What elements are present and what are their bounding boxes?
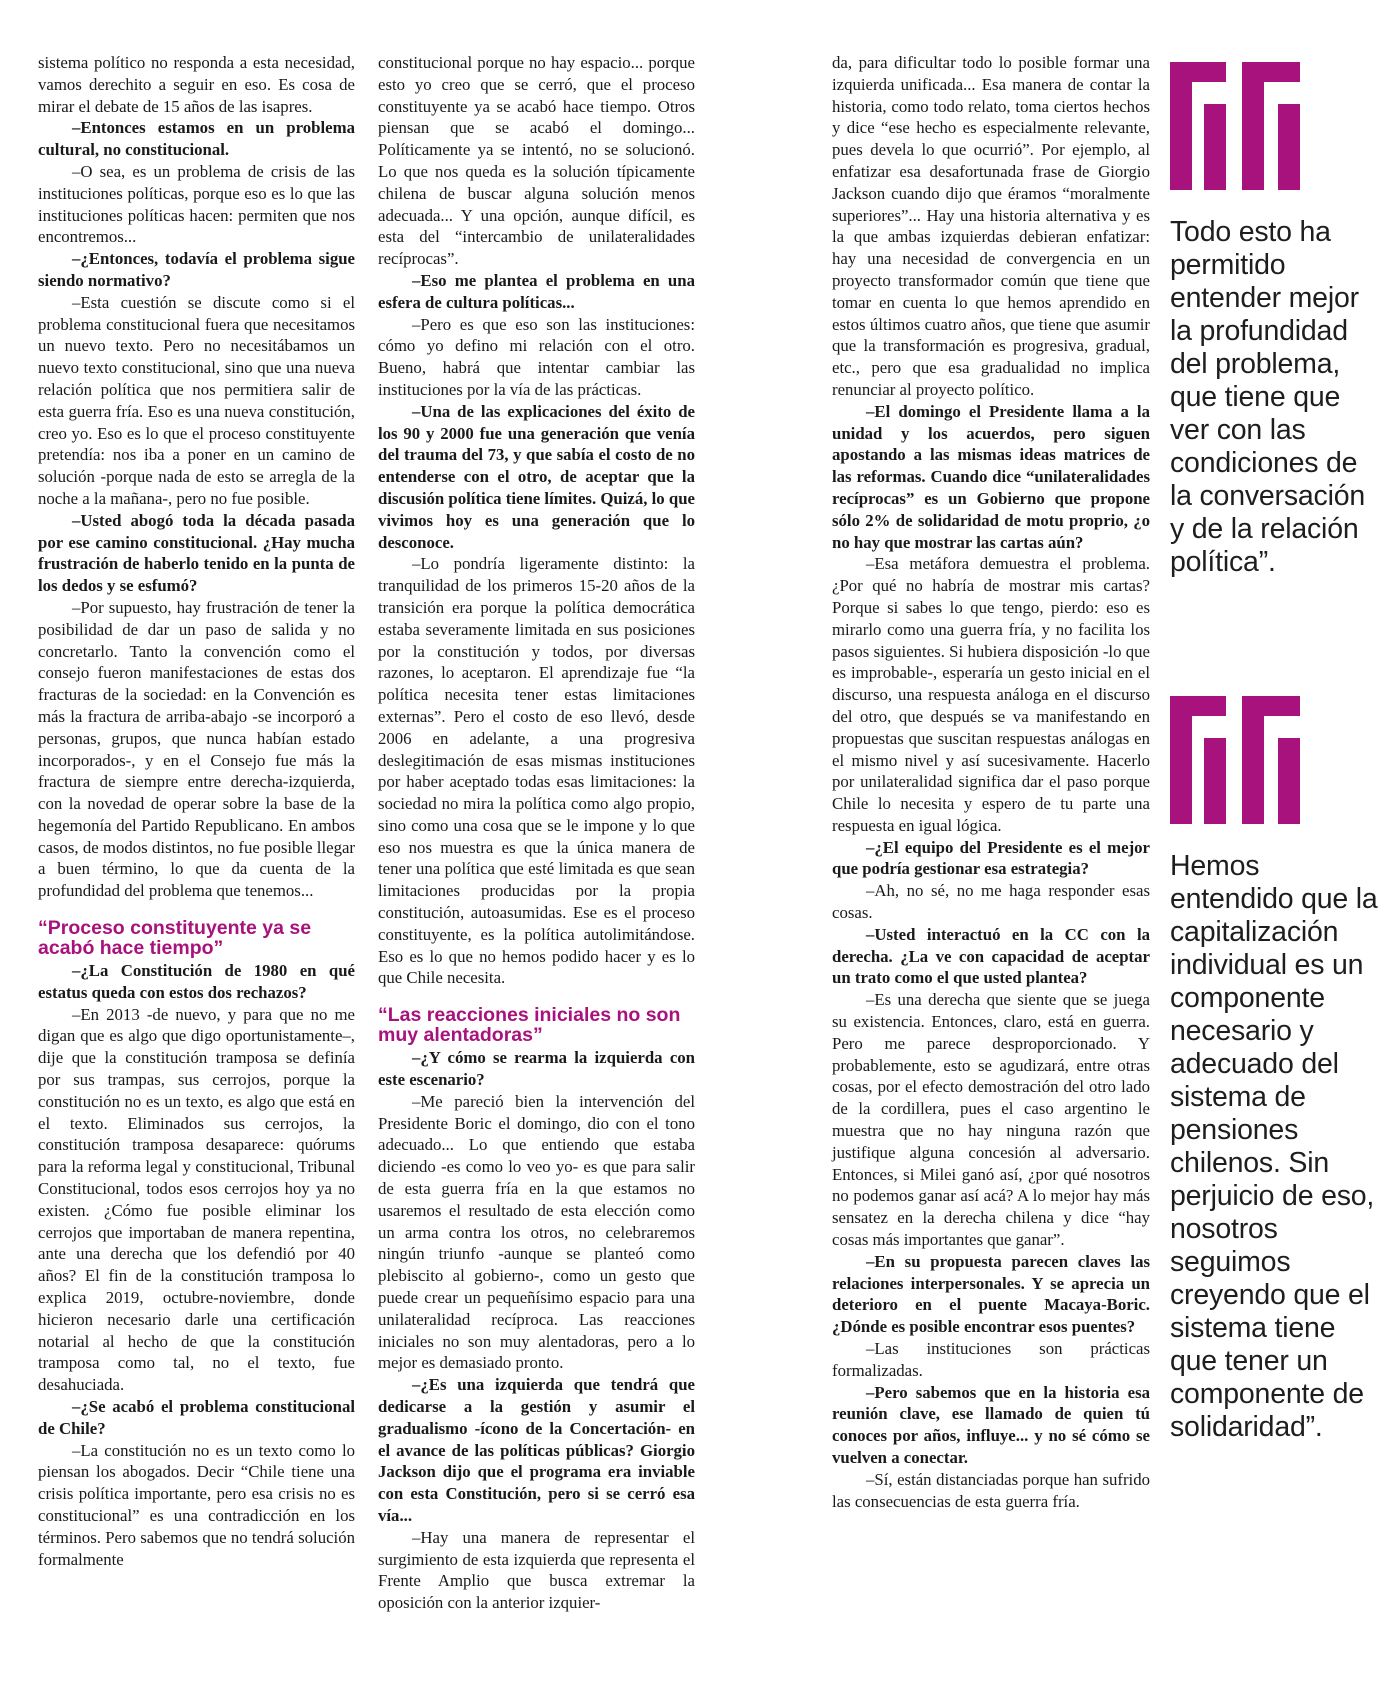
interview-answer: –Lo pondría ligeramente distinto: la tranquilidad de los primeros 15-20 años de la transición era porque la política democrática estaba severamente limitada en sus posiciones por la constitución y todos, por diversas razones, lo aceptaron. El aprendizaje fue “la política necesita tener estas limitaciones externas”. Pero el costo de eso llevó, desde 2006 en adelante, a una progresiva deslegitimación de esas mismas instituciones por haber aceptado todas esas limitaciones: la sociedad no mira la política como algo propio, sino como una cosa que se le impone y lo que eso nos muestra es que la única manera de tener una política que esté limitada es que sean limitaciones producidas por la propia constitución, autoasumidas. Ese es el proceso constituyente, es la política autolimitándose. Eso es lo que no hemos podido hacer y es lo que Chile necesita. [378,554,695,988]
interview-question: –Pero sabemos que en la historia esa reunión clave, ese llamado de quien tú conoces por años, influye... y no sé cómo se vuelven a conectar. [832,1382,1150,1467]
continued-paragraph: da, para dificultar todo lo posible formar una izquierda unificada... Esa manera de contar la historia, como todo relato, toma ciertos hechos y dice “ese hecho es especialmente relevante, pues devela lo que ocurrió”. Por ejemplo, al enfatizar esa desafortunada frase de Giorgio Jackson cuando dijo que éramos “moralmente superiores”... Hay una historia alternativa y es la que ambas izquierdas debieran enfatizar: hay una necesidad de convergencia en un proyecto transformador común que tiene que tomar en cuenta lo que hemos aprendido en estos últimos cuatro años, que tiene que asumir que la transformación es progresiva, gradual, etc., pero que esa gradualidad no implica renunciar al proyecto político. [832,53,1150,399]
interview-answer: –Hay una manera de representar el surgimiento de esta izquierda que representa el Frente Amplio que busca extremar la oposición con la anterior izquier- [378,1527,695,1613]
interview-question: –En su propuesta parecen claves las relaciones interpersonales. Y se aprecia un deterioro en el puente Macaya-Boric. ¿Dónde es posible encontrar esos puentes? [832,1251,1150,1337]
pull-quote-text: Todo esto ha permitido entender mejor la profundidad del problema, que tiene que ver con las condiciones de la conversación y de la relación política”. [1170,216,1366,578]
quote-mark-icon [1170,696,1300,824]
interview-question: –Usted interactuó en la CC con la derecha. ¿La ve con capacidad de aceptar un trato como el que usted plantea? [832,924,1150,988]
section-heading: “Proceso constituyente ya se acabó hace tiempo” [38,917,312,960]
continued-paragraph: constitucional porque no hay espacio... porque esto yo creo que se cerró, que el proceso constituyente ya se acabó hace tiempo. Otros piensan que se acabó el domingo... Políticamente ya se intentó, no se solucionó. Lo que nos queda es la solución típicamente chilena de buscar alguna solución menos adecuada... Y una opción, aunque difícil, es esta del “intercambio de unilateralidades recíprocas”. [378,53,695,269]
pull-quote-1 [1170,62,1385,579]
interview-answer: –Ah, no sé, no me haga responder esas cosas. [832,881,1150,923]
interview-answer: –Pero es que eso son las instituciones: cómo yo defino mi relación con el otro. Bueno, habrá que intentar cambiar las instituciones por la vía de las prácticas. [378,314,695,399]
interview-question: –¿El equipo del Presidente es el mejor que podría gestionar esa estrategia? [832,837,1150,879]
interview-question: –¿Se acabó el problema constitucional de Chile? [38,1397,355,1438]
text-column-1 [38,52,355,1570]
text-column-2 [378,52,695,1614]
interview-answer: –O sea, es un problema de crisis de las instituciones políticas, porque eso es lo que las instituciones políticas hacen: permiten que nos encontremos... [38,161,355,247]
interview-answer: –Por supuesto, hay frustración de tener la posibilidad de dar un paso de salida y no concretarlo. Tanto la convención como el consejo fueron manifestaciones de estas dos fracturas de la sociedad: en la Convención es más la fractura de arriba-abajo -se incorporó a personas, grupos, que nunca habían estado incorporados-, y en el Consejo fue más la fractura de siempre entre derecha-izquierda, con la novedad de operar sobre la base de la hegemonía del Partido Republicano. En ambos casos, de modos distintos, no fue posible llegar a buen término, lo que da cuenta de la profundidad del problema que tenemos... [38,597,355,901]
interview-question: –Entonces estamos en un problema cultural, no constitucional. [38,118,355,160]
interview-answer: –En 2013 -de nuevo, y para que no me digan que es algo que digo oportunistamente–, dije que la constitución tramposa se definía por sus trampas, sus cerrojos, porque la constitución no es un texto, es algo que está en el texto. Eliminados sus cerrojos, la constitución tramposa desaparece: quórums para la reforma legal y constitucional, Tribunal Constitucional, todos esos cerrojos hoy ya no existen. ¿Cómo fue posible eliminar los cerrojos que importaban de manera repentina, ante una derecha que los defendió por 40 años? El fin de la constitución tramposa lo explica 2019, octubre-noviembre, donde hicieron necesario darle una certificación notarial al hecho de que la constitución tramposa como tal, no el texto, fue desahuciada. [38,1004,355,1395]
interview-answer: –Esa metáfora demuestra el problema. ¿Por qué no habría de mostrar mis cartas? Porque si sabes lo que tengo, pierdo: eso es mirarlo como una guerra fría, y no facilita los pasos siguientes. Si hubiera disposición -lo que es improbable-, esperaría un gesto inicial en el discurso, una respuesta análoga en el discurso del otro, que después se va manifestando en propuestas que suscitan respuestas análogas en el mismo nivel y así sucesivamente. Hacerlo por unilateralidad significa dar el paso porque Chile lo necesita y espero de tu parte una respuesta en igual lógica. [832,554,1150,835]
quote-mark-icon [1170,62,1300,190]
text-column-3 [832,52,1150,1512]
interview-question: –Una de las explicaciones del éxito de los 90 y 2000 fue una generación que venía del trauma del 73, y que sabía el costo de no entenderse con el otro, de aceptar que la discusión política tiene límites. Quizá, lo que vivimos hoy es una generación que lo desconoce. [378,401,695,552]
interview-question: –Eso me plantea el problema en una esfera de cultura políticas... [378,270,695,312]
interview-answer: –Es una derecha que siente que se juega su existencia. Entonces, claro, está en guerra. Pero me parece desproporcionado. Y probablemente, esto se agudizará, entre otras cosas, por el efecto demostración del otro lado de la cordillera, pues el caso argentino le muestra que no hay ninguna razón que justifique alguna concesión al adversario. Entonces, si Milei ganó así, ¿por qué nosotros no podemos ganar así acá? A lo mejor hay más sensatez en la derecha chilena y dice “hay cosas más importantes que ganar”. [832,990,1150,1250]
interview-question: –¿Es una izquierda que tendrá que dedicarse a la gestión y asumir el gradualismo -ícono de la Concertación- en el avance de las políticas públicas? Giorgio Jackson dijo que el programa era inviable con esta Constitución, pero si se cerró esa vía... [378,1375,695,1525]
interview-answer: –La constitución no es un texto como lo piensan los abogados. Decir “Chile tiene una crisis política importante, pero esa crisis no es constitucional” es una contradicción en los términos. Pero sabemos que no tendrá solución formalmente [38,1440,355,1569]
pull-quote-text: Hemos entendido que la capitalización individual es un componente necesario y adecuado del sistema de pensiones chilenos. Sin perjuicio de eso, nosotros seguimos creyendo que el sistema tiene que tener un componente de solidaridad”. [1170,850,1378,1443]
interview-answer: –Las instituciones son prácticas formalizadas. [832,1339,1150,1380]
section-heading: “Las reacciones iniciales no son muy alentadoras” [378,1004,681,1047]
interview-question: –Usted abogó toda la década pasada por ese camino constitucional. ¿Hay mucha frustración de haberlo tenido en la punta de los dedos y se esfumó? [38,510,355,596]
interview-question: –¿Entonces, todavía el problema sigue siendo normativo? [38,249,355,290]
interview-answer: –Me pareció bien la intervención del Presidente Boric el domingo, dio con el tono adecuado... Lo que entiendo que estaba diciendo -es como lo veo yo- es que para salir de esta guerra fría en la que estamos no usaremos el resultado de esta elección como un arma contra los otros, no celebraremos ningún triunfo -aunque se planteó como plebiscito al gobierno-, como un gesto que puede crear un pequeñísimo espacio para una unilateralidad recíproca. Las reacciones iniciales no son muy alentadoras, pero a lo mejor es demasiado pronto. [378,1091,695,1373]
interview-answer: –Sí, están distanciadas porque han sufrido las consecuencias de esta guerra fría. [832,1469,1150,1511]
interview-question: –¿La Constitución de 1980 en qué estatus queda con estos dos rechazos? [38,961,355,1002]
continued-paragraph: sistema político no responda a esta necesidad, vamos derechito a seguir en eso. Es cosa de mirar el debate de 15 años de las isapres. [38,53,355,116]
interview-question: –¿Y cómo se rearma la izquierda con este escenario? [378,1048,695,1090]
interview-question: –El domingo el Presidente llama a la unidad y los acuerdos, pero siguen apostando a las mismas ideas matrices de las reformas. Cuando dice “unilateralidades recíprocas” es un Gobierno que propone sólo 2% de solidaridad de motu proprio, ¿o no hay que mostrar las cartas aún? [832,401,1150,552]
interview-answer: –Esta cuestión se discute como si el problema constitucional fuera que necesitamos un nuevo texto. Pero no necesitábamos un nuevo texto constitucional, sino que una nueva relación política que nos permitiera salir de esta guerra fría. Eso es una nueva constitución, creo yo. Eso es lo que el proceso constituyente pretendía: nos iba a poner en un camino de solución -porque nada de esto se arregla de la noche a la mañana-, pero no fue posible. [38,292,355,508]
pull-quote-2 [1170,696,1385,1444]
